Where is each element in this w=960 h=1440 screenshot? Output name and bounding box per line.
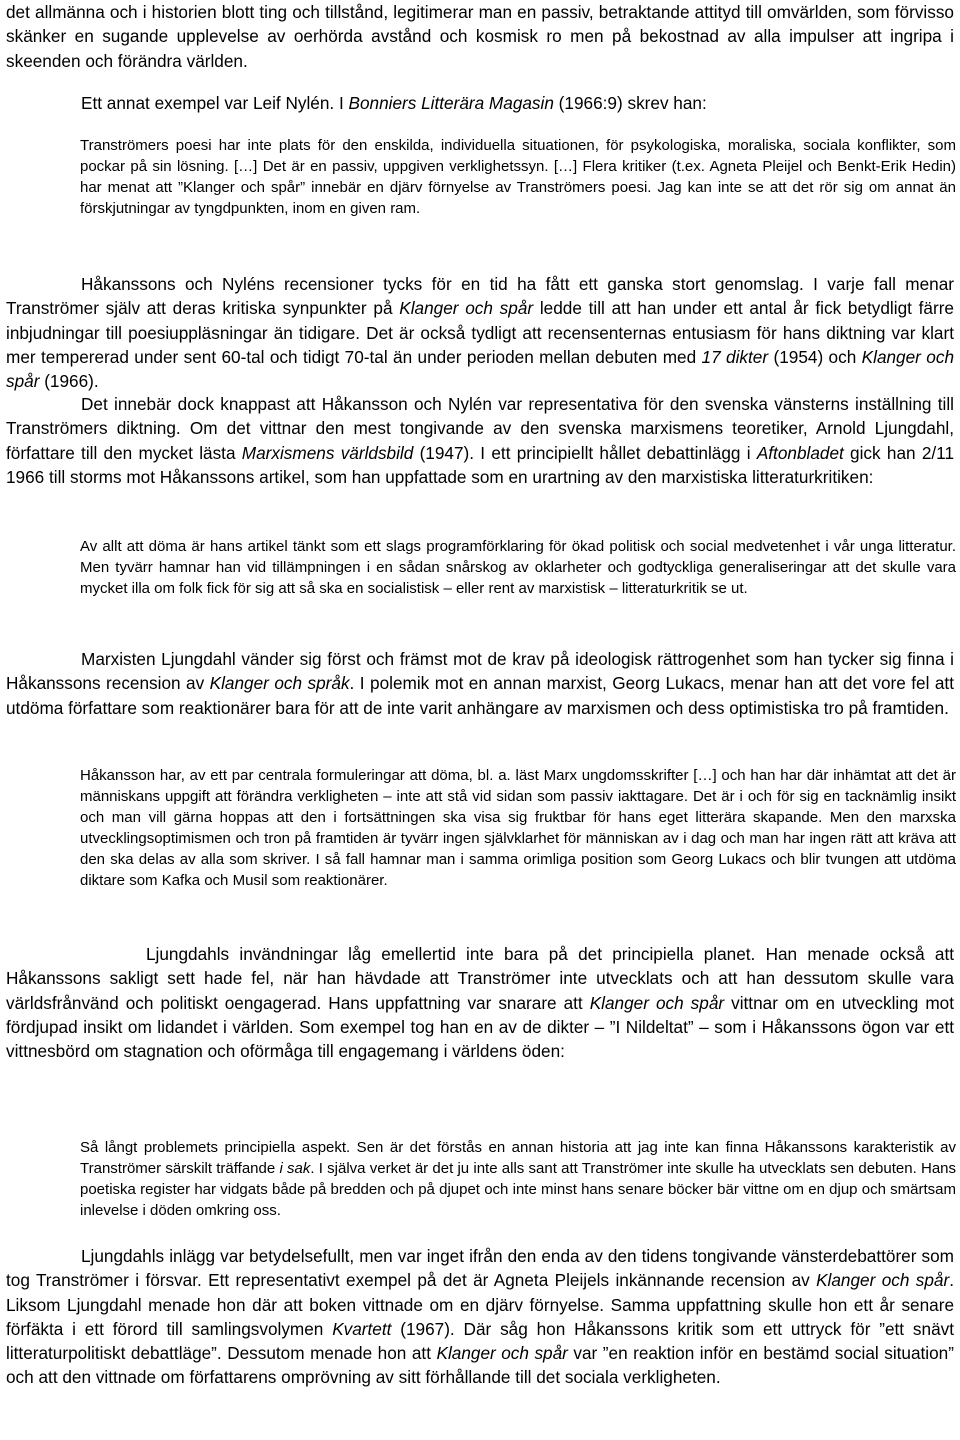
italic-title: 17 dikter bbox=[701, 346, 769, 367]
block-quote-3: Håkansson har, av ett par centrala formuleringar att döma, bl. a. läst Marx ungdomsskrifter […] och han har där inhämtat att det är människans uppgift att förändra verkligheten – inte att stå vid sidan som passiv iakttagare. Det är i och för sig en tacknämlig insikt och man vill gärna hoppas att den i fortsättningen ska visa sig fruktbar för hans eget litterära skapande. Men den marxska utvecklingsoptimismen och tron på framtiden är tyvärr ingen självklarhet för människan av i dag och man har ingen rätt att kräva att den ska delas av alla som skriver. I så fall hamnar man i samma orimliga position som Georg Lukacs och blir tvungen att utdöma diktare som Kafka och Musil som reaktionärer. bbox=[80, 767, 956, 890]
italic-title: Klanger och spår bbox=[816, 1270, 950, 1291]
italic-title: Aftonbladet bbox=[756, 442, 844, 463]
italic-title: Klanger och spår bbox=[589, 992, 725, 1013]
paragraph-6: Ljungdahls invändningar låg emellertid inte bara på det principiella planet. Han menade också att Håkanssons sakligt sett hade fel, när han hävdade att Tranströmer inte utvecklats och att han dessutom skulle vara världsfrånvänd och politiskt oengagerad. Hans uppfattning var snarare att Klanger och spår vittnar om en utveckling mot fördjupad insikt om lidandet i världen. Som exempel tog han en av de dikter – ”I Nildeltat” – som i Håkanssons ögon var ett vittnesbörd om stagnation och oförmåga till engagemang i världens öden: bbox=[6, 944, 954, 1062]
paragraph-2: Ett annat exempel var Leif Nylén. I Bonniers Litterära Magasin (1966:9) skrev han: bbox=[81, 93, 707, 113]
italic-title: Bonniers Litterära Magasin bbox=[348, 93, 554, 113]
paragraph-7: Ljungdahls inlägg var betydelsefullt, men var inget ifrån den enda av den tidens tongivande vänsterdebattörer som tog Tranströmer i försvar. Ett representativt exempel på det är Agneta Pleijels inkännande recension av Klanger och spår. Liksom Ljungdahl menade hon där att boken vittnade om en djärv förnyelse. Samma uppfattning skulle hon ett år senare förfäkta i ett förord till samlingsvolymen Kvartett (1967). Där såg hon Håkanssons kritik som ett uttryck för ”ett snävt litteraturpolitiskt debattläge”. Dessutom menade hon att Klanger och spår var ”en reaktion inför en bestämd social situation” och att den vittnade om författarens omprövning av sitt förhållande till det sociala verkligheten. bbox=[6, 1246, 954, 1388]
italic-title: Klanger och spår bbox=[399, 298, 534, 319]
paragraph-3: Håkanssons och Nyléns recensioner tycks för en tid ha fått ett ganska stort genomslag. I varje fall menar Tranströmer själv att deras kritiska synpunkter på Klanger och spår ledde till att han under ett antal år fick betydligt färre inbjudningar till poesiuppläsningar än tidigare. Det är också tydligt att recensenternas entusiasm för hans diktning var klart mer tempererad under sent 60-tal och tidigt 70-tal än under perioden mellan debuten med 17 dikter (1954) och Klanger och spår (1966). bbox=[6, 274, 954, 392]
paragraph-1: det allmänna och i historien blott ting och tillstånd, legitimerar man en passiv, betraktande attityd till omvärlden, som förvisso skänker en sugande upplevelse av oerhörda avstånd och kosmisk ro men på bekostnad av alla impulser att ingripa i skeenden och förändra världen. bbox=[6, 2, 954, 71]
block-quote-2: Av allt att döma är hans artikel tänkt som ett slags programförklaring för ökad politisk och social medvetenhet i vår unga litteratur. Men tyvärr hamnar han vid tillämpningen i en sådan snårskog av oklarheter och godtyckliga generaliseringar att det skulle vara mycket illa om folk fick för sig att så ska en socialistisk – eller rent av marxistisk – litteraturkritik se ut. bbox=[80, 538, 956, 598]
block-quote-4: Så långt problemets principiella aspekt. Sen är det förstås en annan historia att jag inte kan finna Håkanssons karakteristik av Tranströmer särskilt träffande i sak. I själva verket är det ju inte alls sant att Tranströmer inte skulle ha utvecklats sen debuten. Hans poetiska register har vidgats både på bredden och på djupet och inte minst hans senare böcker bär vittne om en djup och smärtsam inlevelse i döden omkring oss. bbox=[80, 1139, 957, 1220]
italic-title: Klanger och språk bbox=[209, 673, 350, 694]
italic-title: i sak bbox=[279, 1160, 311, 1178]
italic-title: Marxismens världsbild bbox=[241, 442, 414, 463]
italic-title: Klanger och spår bbox=[436, 1343, 568, 1364]
italic-title: Klanger och spår bbox=[6, 346, 954, 392]
block-quote-1: Tranströmers poesi har inte plats för den enskilda, individuella situationen, för psykologiska, moraliska, sociala konflikter, som pockar på sin lösning. […] Det är en passiv, uppgiven verklighetssyn. […] Flera kritiker (t.ex. Agneta Pleijel och Benkt-Erik Hedin) har menat att ”Klanger och spår” innebär en djärv förnyelse av Tranströmers poesi. Jag kan inte se att det rör sig om annat än förskjutningar av tyngdpunkten, inom en given ram. bbox=[80, 137, 956, 218]
paragraph-4: Det innebär dock knappast att Håkansson och Nylén var representativa för den svenska vänsterns inställning till Tranströmers diktning. Om det vittnar den mest tongivande av den svenska marxismens teoretiker, Arnold Ljungdahl, författare till den mycket lästa Marxismens världsbild (1947). I ett principiellt hållet debattinlägg i Aftonbladet gick han 2/11 1966 till storms mot Håkanssons artikel, som han uppfattade som en urartning av den marxistiska litteraturkritiken: bbox=[6, 394, 955, 487]
italic-title: Kvartett bbox=[332, 1318, 392, 1339]
paragraph-5: Marxisten Ljungdahl vänder sig först och främst mot de krav på ideologisk rättrogenhet som han tycker sig finna i Håkanssons recension av Klanger och språk. I polemik mot en annan marxist, Georg Lukacs, menar han att det vore fel att utdöma författare som reaktionärer bara för att de inte varit anhängare av marxismen och dess optimistiska tro på framtiden. bbox=[6, 649, 954, 718]
